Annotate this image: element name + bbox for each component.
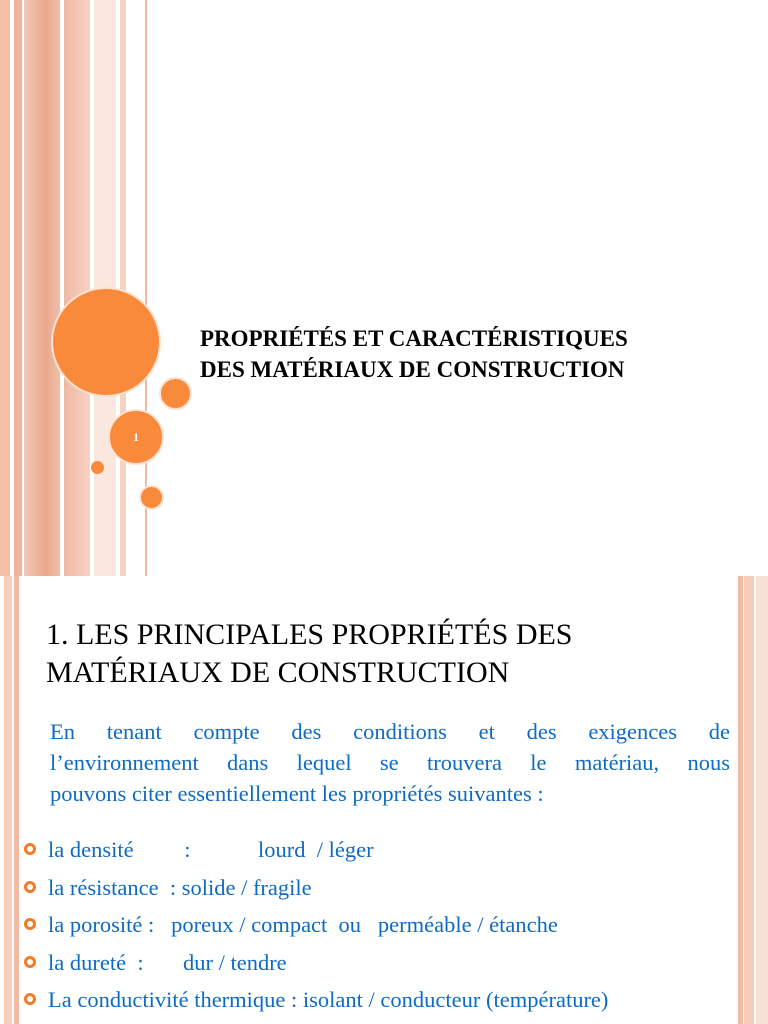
list-item [24,909,734,947]
intro-line: l’environnement dans lequel se trouvera le matériau, nous [50,750,730,775]
decorative-band [24,0,60,576]
section-heading-line: 1. LES PRINCIPALES PROPRIÉTÉS DES [46,618,573,651]
decorative-circle-medium [159,377,192,410]
decorative-band [120,0,126,576]
decorative-band [64,0,90,576]
decorative-band [14,0,22,576]
circle-bullet-icon [24,918,36,930]
list-item-text: la dureté : dur / tendre [48,949,287,975]
decorative-band [14,576,19,1024]
decorative-circle-small [139,485,164,510]
slide-number: 1 [133,429,139,444]
intro-paragraph [50,716,730,809]
decorative-band [0,0,10,576]
decorative-band [4,576,12,1024]
property-list [24,834,734,1022]
list-item-text: la porosité : poreux / compact ou perméable / étanche [48,912,558,937]
intro-line: En tenant compte des conditions et des exigences de [50,719,730,744]
intro-line: pouvons citer essentiellement les propriétés suivantes : [50,781,544,806]
decorative-band [744,576,754,1024]
slide-title-line: PROPRIÉTÉS ET CARACTÉRISTIQUES [200,326,628,351]
circle-bullet-icon [24,881,36,893]
circle-bullet-icon [24,843,36,855]
decorative-circle-tiny [91,461,104,474]
section-heading-line: MATÉRIAUX DE CONSTRUCTION [46,656,510,689]
decorative-circle-large [51,287,161,397]
list-item-text: La conductivité thermique : isolant / conducteur (température) [48,987,609,1012]
section-heading [46,616,726,692]
circle-bullet-icon [24,993,36,1005]
decorative-band [738,576,743,1024]
decorative-band [756,576,768,1024]
circle-bullet-icon [24,956,36,968]
list-item [24,947,734,985]
slide-title-line: DES MATÉRIAUX DE CONSTRUCTION [200,357,625,382]
content-slide [0,576,768,1024]
list-item [24,872,734,910]
slide-title [200,323,740,385]
list-item-text: la résistance : solide / fragile [48,874,312,900]
list-item [24,834,734,872]
slide-number-badge [108,409,164,465]
list-item [24,984,734,1022]
list-item-text: la densité : lourd / léger [48,837,374,862]
